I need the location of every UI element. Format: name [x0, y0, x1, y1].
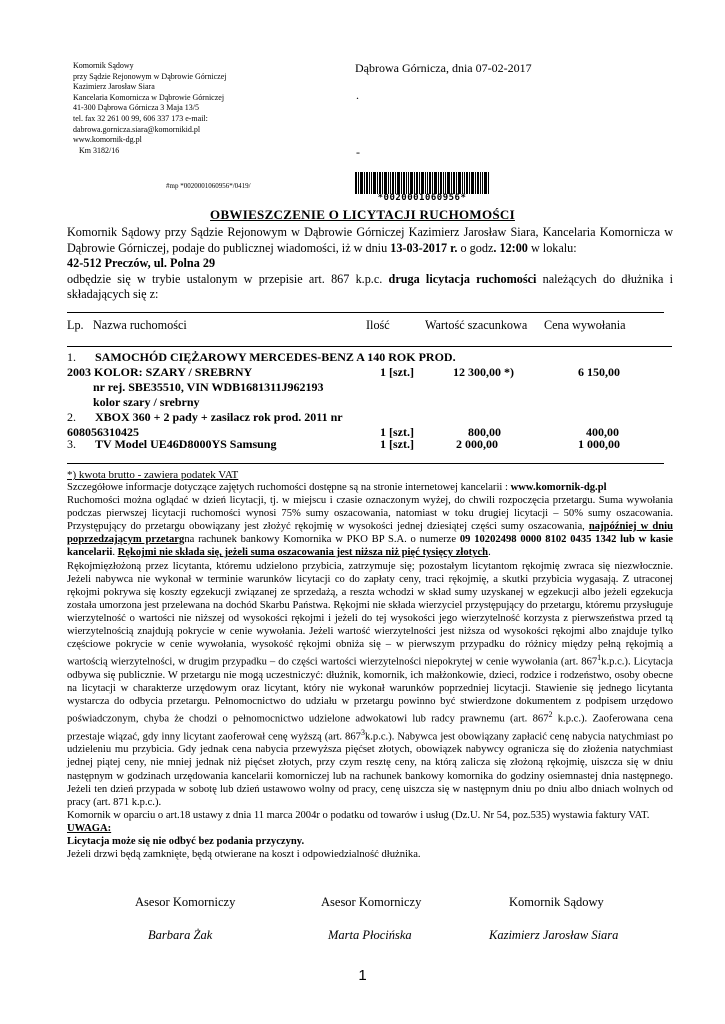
body-text: k.p.c.). Licytacja odbywa się publicznie. W przetargu nie mogą uczestniczyć: dłużnik, komornik, ich małżonkowie, dzieci, rodzice i rodzeństwo, osoby obecne na licytacji w charakterze urzędowym oraz licytant, który nie wykonał warunków poprzedniej licytacji. Stawienie się jednego licytanta wystarcza do odbycia przetargu. Pełnomocnictwo do udziału w przetargu powinno być stwierdzone dokumentem z podpisem urzędowo poświadczonym, chyba że chodzi o pełnomocnictwo udzielone adwokatowi lub radcy prawnemu (art. 867 [67, 656, 673, 725]
col-header-value: Wartość szacunkowa [425, 318, 528, 332]
paragraph [67, 494, 673, 559]
office-line: Kancelaria Komornicza w Dąbrowie Górniczej [73, 92, 225, 102]
bank-account: 09 10202498 0000 8102 0435 1342 lub w kasie kancelarii [67, 534, 673, 559]
signature-role: Asesor Komorniczy [321, 895, 422, 909]
item-name: SAMOCHÓD CIĘŻAROWY MERCEDES-BENZ A 140 ROK PROD. [95, 350, 456, 364]
signature-name: Marta Płocińska [328, 928, 412, 942]
auction-type: druga licytacja ruchomości [388, 271, 537, 286]
item-number: 2. [67, 410, 76, 424]
item-name: TV Model UE46D8000YS Samsung [95, 437, 277, 451]
place-date: Dąbrowa Górnicza, dnia 07-02-2017 [355, 61, 532, 75]
signature-role: Komornik Sądowy [509, 895, 604, 909]
auction-time: . 12:00 [493, 240, 528, 255]
body-text: Ruchomości można oglądać w dzień licytacji, tj. w miejscu i czasie oznaczonym wyżej, do chwili rozpoczęcia przetargu. Suma wywołania podczas pierwszej licytacji ruchomości wynosi 75% sumy oszacowania, natomiast w toku drugiej licytacji – 50% sumy oszacowania. Przystępujący do przetargu obowiązany jest złożyć rękojmię w wysokości jednej dziesiątej części sumy oszacowania, [67, 495, 673, 533]
body-text: Szczegółowe informacje dotyczące zajętych ruchomości dostępne są na stronie internetowej kancelarii : [67, 482, 511, 493]
paragraph: Komornik w oparciu o art.18 ustawy z dnia 11 marca 2004r o podatku od towarów i usług (Dz.U. Nr 54, poz.535) wystawia faktury VAT. [67, 809, 650, 821]
signature-name: Barbara Żak [148, 928, 213, 942]
barcode-text: *0020001060956* [377, 193, 467, 203]
warning-heading: UWAGA: [67, 822, 112, 834]
item-number: 3. [67, 437, 76, 451]
col-header-lp: Lp. [67, 318, 84, 332]
superscript: 2 [548, 710, 553, 720]
item-qty: 1 [szt.] [380, 365, 414, 379]
dot-mark: . [356, 88, 359, 102]
paragraph [67, 560, 673, 809]
item-name: 608056310425 [67, 425, 139, 439]
divider [67, 463, 664, 464]
office-line: 41-300 Dąbrowa Górnicza 3 Maja 13/5 [73, 103, 199, 113]
item-name: nr rej. SBE35510, VIN WDB1681311J962193 [93, 380, 324, 394]
item-number: 1. [67, 350, 76, 364]
divider [67, 346, 672, 347]
superscript: 1 [597, 653, 602, 663]
item-qty: 1 [szt.] [380, 425, 414, 439]
item-value: 2 000,00 [456, 437, 498, 451]
item-qty: 1 [szt.] [380, 437, 414, 451]
col-header-price: Cena wywołania [544, 318, 626, 332]
item-price: 6 150,00 [578, 365, 620, 379]
page-number: 1 [358, 967, 367, 984]
item-name: XBOX 360 + 2 pady + zasilacz rok prod. 2011 nr [95, 410, 343, 424]
body-text: k.p.c.). Zaoferowana cena przestaje wiązać, gdy inny licytant zaoferował cenę wyższą (art. 867 [67, 713, 673, 743]
website-link[interactable]: www.komornik-dg.pl [510, 482, 607, 493]
divider [67, 312, 664, 313]
item-price: 1 000,00 [578, 437, 620, 451]
deadline-text: najpóźniej w dniu poprzedzającym przetarg [67, 521, 673, 546]
intro-paragraph [67, 225, 673, 303]
body-text: na rachunek bankowy Komornika w PKO BP S.A. o numerze [184, 534, 460, 546]
superscript: 3 [360, 727, 365, 737]
col-header-name: Nazwa ruchomości [93, 318, 187, 332]
signature-name: Kazimierz Jarosław Siara [489, 928, 619, 942]
office-line: przy Sądzie Rejonowym w Dąbrowie Górniczej [73, 71, 227, 81]
body-text: . [488, 547, 491, 559]
body-text: . [112, 547, 118, 559]
item-name: kolor szary / srebrny [93, 395, 200, 409]
body-text: k.p.c.). Nabywca jest obowiązany zapłacić cenę nabycia natychmiast po udzieleniu mu przybicia. Gdy jednak cena nabycia przewyższa pięćset złotych, obowiązek nabywcy ogranicza się do złożenia natychmiast jednej piątej ceny, nie mniej jednak niż pięćset złotych, przy czym resztę ceny, na którą zalicza się złożoną rękojmię, uiszcza się w dniu następnym w godzinach urzędowania kancelarii komorniczej lub na rachunek bankowy komornika do godziny osiemnastej dnia następnego. Jeżeli ten dzień przypada w sobotę lub dzień ustawowo wolny od pracy, cenę uiszcza się w następnym dniu po dniu albo dniach wolnych od pracy (art. 871 k.p.c.). [67, 731, 673, 808]
case-number: Km 3182/16 [79, 145, 120, 155]
intro-text: o godz [457, 240, 494, 255]
office-line: tel. fax 32 261 00 99, 606 337 173 e-mail: [73, 113, 208, 123]
office-line: Kazimierz Jarosław Siara [73, 82, 155, 92]
paragraph [67, 822, 673, 835]
signature-role: Asesor Komorniczy [135, 895, 236, 909]
paragraph [67, 481, 673, 494]
intro-text: w lokalu: [527, 240, 577, 255]
item-name: 2003 KOLOR: SZARY / SREBRNY [67, 365, 253, 379]
document-ref: #mp *0020001060956*/0419/ [166, 182, 251, 190]
auction-address: 42-512 Preczów, ul. Polna 29 [67, 256, 216, 271]
paragraph [67, 835, 673, 848]
item-price: 400,00 [586, 425, 619, 439]
office-line: Komornik Sądowy [73, 61, 134, 70]
conditions-text [67, 481, 673, 861]
item-value: 800,00 [468, 425, 501, 439]
intro-text: Komornik Sądowy przy Sądzie Rejonowym w Dąbrowie Górniczej Kazimierz Jarosław Siara, Kancelaria Komornicza w Dąbrowie Górniczej, podaje do publicznej wiadomości, iż w dniu [67, 225, 673, 255]
office-line: dabrowa.gornicza.siara@komornikid.pl [73, 124, 201, 134]
office-header [73, 61, 227, 156]
vat-note: *) kwota brutto - zawiera podatek VAT [67, 469, 239, 481]
paragraph: Jeżeli drzwi będą zamknięte, będą otwierane na koszt i odpowiedzialność dłużnika. [67, 849, 421, 861]
document-title: OBWIESZCZENIE O LICYTACJI RUCHOMOŚCI [210, 207, 515, 222]
office-line: www.komornik-dg.pl [73, 135, 142, 145]
deposit-exemption: Rękojmi nie składa się, jeżeli suma oszacowania jest niższa niż pięć tysięcy złotych [117, 547, 489, 559]
col-header-qty: Ilość [366, 318, 390, 332]
body-text: Rękojmięzłożoną przez licytanta, któremu udzielono przybicia, zatrzymuje się; pozostałym licytantom rękojmię zwraca się niezwłocznie. Jeżeli nabywca nie wykonał w terminie warunków licytacji co do zapłaty ceny, traci rękojmię, a skutki przybicia wygasają. Z utraconej rękojmi pokrywa się koszty egzekucji związanej ze sprzedażą, a reszta wchodzi w skład sumy uzyskanej w egzekucji albo jeżeli egzekucja została umorzona jest przelewana na dochód Skarbu Państwa. Rękojmi nie składa wierzyciel przystępujący do przetargu, któremu przysługuje wierzytelność o wartości nie niższej od wysokości rękojmi i jeżeli do tej wysokości jego wierzytelność korzysta z pierwszeństwa przed tą wierzytelnością znajdują pokrycie w cenie wywołania. Jeżeli wartość wierzytelności jest niższa od wysokości rękojmi albo znajduje tylko częściowe pokrycie w cenie wywołania, wysokość rękojmi obniża się – w pierwszym przypadku do różnicy między pełną rękojmią a wartością wierzytelności, w drugim przypadku – do części wartości wierzytelności niepokrytej w cenie wywołania (art. 867 [67, 560, 673, 668]
intro-text: należących do dłużnika i składających się z: [67, 271, 673, 302]
auction-date: 13-03-2017 r. [390, 240, 458, 255]
intro-text: odbędzie się w trybie ustalonym w przepisie art. 867 k.p.c. [67, 271, 389, 286]
item-value: 12 300,00 *) [453, 365, 514, 379]
warning-text: Licytacja może się nie odbyć bez podania przyczyny. [67, 836, 305, 848]
barcode-image [355, 172, 489, 194]
dash-mark: - [356, 145, 360, 159]
